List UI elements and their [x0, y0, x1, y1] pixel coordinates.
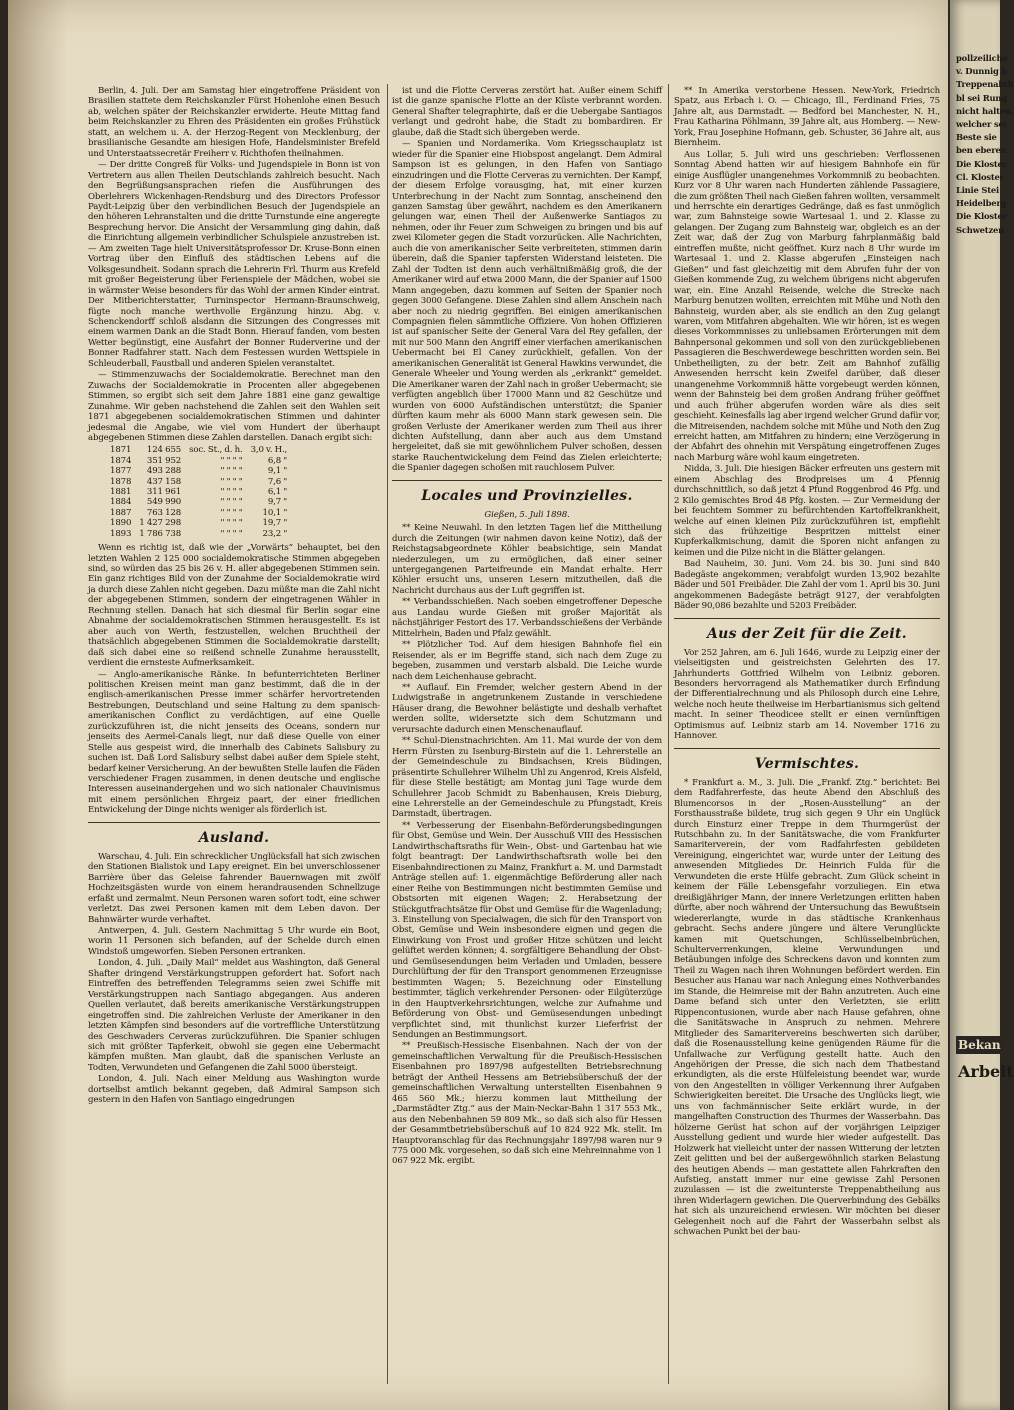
votes-cell: 437 158 — [146, 476, 182, 487]
heading-ausland: Ausland. — [198, 829, 270, 846]
votes-cell: 351 952 — [146, 455, 182, 466]
votes-table — [106, 445, 291, 539]
column-rule-2 — [668, 84, 669, 1384]
column-1 — [88, 86, 380, 1107]
article-verbandsschiessen: ** Verbandsschießen. Nach soeben eingetroffener Depesche aus Landau wurde Gießen mit großer Majorität als nächstjähriger Festort des 17. Verbandsschießens der Verbände Mittelrhein, Baden und Pfalz gewählt. — [392, 597, 662, 639]
heading-locales: Locales und Provinzielles. — [421, 487, 633, 504]
votes-cell: 1881 — [110, 487, 132, 498]
votes-cell: 7,6 " — [267, 476, 288, 487]
section-divider — [674, 618, 940, 619]
votes-cell: 493 288 — [146, 466, 182, 477]
section-divider — [674, 748, 940, 749]
votes-cell: " " " " — [220, 528, 243, 539]
votes-row — [106, 466, 291, 476]
votes-cell: 1871 — [110, 445, 132, 456]
votes-cell: 19,7 " — [262, 518, 288, 529]
column-2 — [392, 86, 662, 1168]
votes-row — [106, 497, 291, 507]
votes-cell: 10,1 " — [262, 507, 288, 518]
votes-cell: " " " " — [220, 518, 243, 529]
votes-cell: 1884 — [110, 497, 132, 508]
article-lollar: Aus Lollar, 5. Juli wird uns geschrieben: Verflossenen Sonntag Abend hatten wir auf hiesigem Bahnhofe ein für einige Ausflügler unangenehmes Vorkommniß zu beobachten. Kurz vor 8 Uhr waren nach Hunderten zählende Passagiere, die zum größten Theil nach Gießen fahren wollten, versammelt und herrschte ein derartiges Gedränge, daß es fast unmöglich war, zum Bahnsteige sowie Wartesaal 1. und 2. Klasse zu gelangen. Der Zugang zum Bahnsteig war, obgleich es an der Zeit war, daß der Zug von Marburg fahrplanmäßig bald eintreffen mußte, nicht geöffnet. Kurz nach 8 Uhr wurde im Wartesaal 1. und 2. Klasse abgerufen „Einsteigen nach Gießen“ und fast gleichzeitig mit dem Abrufen fuhr der von Gießen kommende Zug, zu welchem übrigens nicht abgerufen war, ein. Eine Anzahl Reisende, welche die Strecke nach Marburg benutzen wollten, erreichten mit Mühe und Noth den Bahnsteig, wurden aber, als sie endlich an den Zug gelangt waren, vom Mitfahren abgehalten. Wie wir hören, ist es wegen dieses Vorkommnisses zu unliebsamen Erörterungen mit dem Bahnpersonal gekommen und soll von den zurückgebliebenen Passagieren die Beschwerdewege beschritten worden sein. Bei Unbetheiligten, zu der betr. Zeit am Bahnhof zufällig Anwesenden herrscht kein Zweifel darüber, daß dieser unangenehme Vorkommniß hätte vorgebeugt werden können, wenn der Bahnsteig bei dem großen Andrang früher geöffnet und auch früher abgerufen worden wäre als dies seit geschieht. Keinesfalls lag aber irgend welcher Grund dafür vor, die Mitreisenden, nachdem solche mit Mühe und Noth den Zug erreicht hatten, am Mitfahren zu hindern; eine Verzögerung in der Abfahrt des ohnehin mit Verspätung eingetroffenen Zuges nach Marburg wäre wohl kaum eingetreten. — [674, 149, 940, 463]
article-flotte-cervera: ist und die Flotte Cerveras zerstört hat. Außer einem Schiff ist die ganze spanische Flotte an der Küste verbrannt worden. General Shafter telegraphirte, daß er die Uebergabe Santiagos verlangt und gedroht habe, die Stadt zu bombardiren. Er glaube, daß die Stadt sich übergeben werde. — [392, 86, 662, 138]
votes-row — [106, 508, 291, 518]
article-nidda: Nidda, 3. Juli. Die hiesigen Bäcker erfreuten uns gestern mit einem Abschlag des Brodpreises um 4 Pfennig durchschnittlich, so daß jetzt 4 Pfund Roggenbrod 46 Pfg. und 2 Kilo gemischtes Brod 48 Pfg. kosten. — Zur Vermeidung der bei feuchtem Sommer zu befürchtenden Kartoffelkrankheit, welche auf einen kleinen Pilz zurückzuführen ist, empfiehlt sich das frühzeitige Bespritzen mittelst einer Kupferkalkmischung, damit die Sporen nicht anfangen zu keimen und die Pilze nicht in die Blätter gelangen. — [674, 464, 940, 558]
votes-cell: 9,1 " — [267, 466, 288, 477]
article-bad-nauheim: Bad Nauheim, 30. Juni. Vom 24. bis 30. Juni sind 840 Badegäste angekommen; verabfolgt wurden 13,902 bezahlte Bäder und 501 Freibäder. Die Zahl der vom 1. April bis 30. Juni angekommenen Badegäste beträgt 9127, der verabfolgten Bäder 90,086 bezahlte und 5203 Freibäder. — [674, 559, 940, 612]
article-ploetzlicher-tod: ** Plötzlicher Tod. Auf dem hiesigen Bahnhofe fiel ein Reisender, als er im Begriffe stand, sich nach dem Zuge zu begeben, zusammen und verstarb alsbald. Die Leiche wurde nach dem Leichenhause gebracht. — [392, 640, 662, 682]
page-fold-shadow — [8, 0, 68, 1410]
article-keine-neuwahl: ** Keine Neuwahl. In den letzten Tagen lief die Mittheilung durch die Zeitungen (wir nahmen davon keine Notiz), daß der Reichstagsabgeordnete Köhler beabsichtige, sein Mandat niederzulegen, um zu ermöglichen, daß einer seiner untergegangenen Parteifreunde ein Mandat erhalte. Herr Köhler ersucht uns, unseren Lesern mitzutheilen, daß die Nachricht durchaus aus der Luft gegriffen ist. — [392, 523, 662, 596]
votes-row — [106, 487, 291, 497]
article-socialdemokratie-cont: Wenn es richtig ist, daß wie der „Vorwärts“ behauptet, bei den letzten Wahlen 2 125 000 socialdemokratische Stimmen abgegeben sind, so würden das 25 bis 26 v. H. aller abgegebenen Stimmen sein. Ein ganz richtiges Bild von der Zunahme der Socialdemokratie wird ja durch diese Zahlen nicht gegeben. Dazu müßte man die Zahl nicht der abgegebenen Stimmen, sondern der eingetragenen Wähler in Rechnung stellen. Danach hat sich diesmal für Berlin sogar eine Abnahme der socialdemokratischen Stimmen herausgestellt. Es ist aber auch von Werth, festzustellen, welchen Bruchtheil der thatsächlich abgegebenen Stimmen die Socialdemokratie darstellt; daß sich dabei eine so reißend schnelle Zunahme herausstellt, verdient die ernsteste Aufmerksamkeit. — [88, 543, 380, 669]
article-berlin-brasilien: Berlin, 4. Juli. Der am Samstag hier eingetroffene Präsident von Brasilien stattete dem Reichskanzler Fürst Hohenlohe einen Besuch ab, welchen später der Reichskanzler erwiderte. Heute Mittag fand beim Reichskanzler zu Ehren des Präsidenten ein großes Frühstück statt, an welchem u. A. der Herzog-Regent von Mecklenburg, der brasilianische Gesandte am hiesigen Hofe, Handelsminister Brefeld und Unterstaatssecretär Freiherr v. Richthofen theilnahmen. — [88, 86, 380, 159]
adjacent-ad-bekan: Bekan — [956, 1036, 1004, 1054]
votes-cell: " " " " — [220, 455, 243, 466]
article-socialdemokratie: — Stimmenzuwachs der Socialdemokratie. Berechnet man den Zuwachs der Socialdemokratie in Procenten aller abgegebenen Stimmen, so ergibt sich seit dem Jahre 1881 eine ganz gewaltige Zunahme. Wir geben nachstehend die Zahlen seit den Wahlen seit 1871 abgegebenen socialdemokratischen Stimmen und dahinter jedesmal die Angabe, wie viel vom Hundert der überhaupt abgegebenen Stimmen diese Zahlen darstellen. Danach ergibt sich: — [88, 370, 380, 443]
article-schul-dienst: ** Schul-Dienstnachrichten. Am 11. Mai wurde der von dem Herrn Fürsten zu Isenburg-Birstein auf die 1. Lehrerstelle an der Gemeindeschule zu Bindsachsen, Kreis Büdingen, präsentirte Schullehrer Wilhelm Uhl zu Angenrod, Kreis Alsfeld, für diese Stelle bestätigt; am Montag juni Tage wurde dem Schullehrer Jacob Schmidt zu Babenhausen, Kreis Dieburg, eine Lehrerstelle an der Gemeindeschule zu Pfungstadt, Kreis Darmstadt, übertragen. — [392, 736, 662, 820]
article-london-2: London, 4. Juli. Nach einer Meldung aus Washington wurde dortselbst amtlich bekannt gegeben, daß Admiral Sampson sich gestern in den Hafen von Santiago eingedrungen — [88, 1074, 380, 1106]
votes-cell: 763 128 — [146, 507, 182, 518]
votes-row — [106, 477, 291, 487]
votes-row — [106, 518, 291, 528]
votes-cell: 1890 — [110, 518, 132, 529]
article-preussisch-hessische: ** Preußisch-Hessische Eisenbahnen. Nach der von der gemeinschaftlichen Verwaltung für die Preußisch-Hessischen Eisenbahnen pro 1897/98 aufgestellten Betriebsrechnung beträgt der Antheil Hessens am Betriebsüberschuß der der gemeinschaftlichen Verwaltung unterstellten Eisenbahnen 9 465 560 Mk.; hierzu kommen laut Mittheilung der „Darmstädter Ztg.“ aus der Main-Neckar-Bahn 1 317 553 Mk., aus den Nebenbahnen 59 809 Mk., so daß sich also für Hessen der Gesammtbetriebsüberschuß auf 10 824 922 Mk. stellt. Im Hauptvoranschlag für das Rechnungsjahr 1897/98 waren nur 9 775 000 Mk. vorgesehen, so daß sich eine Mehreinnahme von 1 067 922 Mk. ergibt. — [392, 1041, 662, 1167]
article-frankfurt: * Frankfurt a. M., 3. Juli. Die „Frankf. Ztg.“ berichtet: Bei dem Radfahrerfeste, das heute Abend den Abschluß des Blumencorsos in der „Rosen-Ausstellung“ an der Forsthausstraße bildete, trug sich gegen 9 Uhr ein Unglück durch Einsturz einer Treppe in dem Thurmgerüst der Rutschbahn zu. In der Sanitätswache, die vom Frankfurter Samariterverein, der vom Radfahrfesten gebildeten Vereinigung, eingerichtet war, wurde unter der Leitung des anwesenden Mitgliedes Dr. Heinrich Fulda für die Verwundeten die erste Hülfe gebracht. Zum Glück scheint in keinem der Fälle Lebensgefahr vorzuliegen. Ein etwa dreißigjähriger Mann, der innere Verletzungen erlitten haben dürfte, aber noch während der Untersuchung das Bewußtsein wiedererlangte, wurde in das städtische Krankenhaus gebracht. Sechs andere jüngere und ältere Verunglückte kamen mit Quetschungen, Schlüsselbeinbrüchen, Schulterverrenkungen, kleine Verwundungen und Betäubungen infolge des Schreckens davon und konnten zum Theil zu Wagen nach ihren Wohnungen befördert werden. Ein Besucher aus Hanau war nach Anlegung eines Nothverbandes im Stande, die Heimreise mit der Bahn anzutreten. Auch eine Dame befand sich unter den Verletzten, sie erlitt Rippencontusionen, wurde aber nach Hause gefahren, ohne die Sanitätswache in Anspruch zu nehmen. Mehrere Mitglieder des Samaritervereins beschwerten sich darüber, daß die Rosenausstellung keine genügenden Räume für die Unfallwache zur Verfügung gestellt hatte. Auch den Angehörigen der Presse, die sich nach dem Thatbestand erkundigten, als die erste Hülfeleistung beendet war, wurde von den Angestellten in völliger Verkennung ihrer Aufgaben Schwierigkeiten bereitet. Die Ursache des Unglücks liegt, wie uns von fachmännischer Seite erklärt wurde, in der mangelhaften Construction des Thurmes der Wasserbahn. Das hölzerne Gerüst hat schon auf der vorjährigen Leipziger Ausstellung gedient und wurde hier wieder aufgestellt. Das Holzwerk hat vielleicht unter der nassen Witterung der letzten Zeit gelitten und bei der außergewöhnlich starken Belastung des heutigen Abends — man gestattete allen Fahrkraften den Aufstieg, anstatt immer nur eine gewisse Zahl Personen zuzulassen — ist die zweitunterste Treppenabtheilung aus ihren Widerlagern gewichen. Die Querverbindung des Gebälks hat sich als unzureichend erwiesen. Wir möchten bei dieser Gelegenheit noch auf die Fahrt der Wasserbahn selbst als schwachen Punkt bei der bau- — [674, 777, 940, 1238]
dateline-giessen: Gießen, 5. Juli 1898. — [484, 509, 570, 520]
column-rule-1 — [387, 84, 388, 1384]
section-divider — [88, 822, 380, 823]
article-eisenbahn-obst: ** Verbesserung der Eisenbahn-Beförderungsbedingungen für Obst, Gemüse und Wein. Der Ausschuß VIII des Hessischen Landwirthschaftsraths für Wein-, Obst- und Gartenbau hat wie folgt beantragt: Der Landwirthschaftsrath wolle bei den Eisenbahndirectionen zu Mainz, Frankfurt a. M. und Darmstadt Anträge stellen auf: 1. eigenmächtige Beförderung aller nach einer Reihe von Bestimmungen nicht bestimmten Gemüse und Obstsorten mit eigenen Wagen; 2. Herabsetzung der Stückgutfrachtsätze für Obst und Gemüse für die Wagenladung; 3. Einstellung von Specialwagen, die sich für den Transport von Obst, Gemüse und Wein insbesondere eignen und gegen die Einwirkung von Frost und großer Hitze schützen und leicht gelüftet werden können; 4. sorgfältigere Behandlung der Obst- und Gemüsesendungen beim Verladen und Umladen, bessere Durchlüftung der für den Transport genommenen Erzeugnisse bestimmten Wagen; 5. Bezeichnung oder Einstellung bestimmter, täglich verkehrender Personen- oder Eilgüterzüge in den Hauptverkehrsrichtungen, welche zur Aufnahme und Beförderung von Obst- und Gemüsesendungen unbedingt verpflichtet sind, mit thunlichst kurzer Lieferfrist der Sendungen an Bestimmungsort. — [392, 820, 662, 1040]
votes-cell: 124 655 — [146, 445, 182, 456]
article-antwerpen: Antwerpen, 4. Juli. Gestern Nachmittag 5 Uhr wurde ein Boot, worin 11 Personen sich befanden, auf der Schelde durch einen Windstoß umgeworfen. Sieben Personen ertranken. — [88, 926, 380, 957]
votes-cell: 23,2 " — [262, 528, 288, 539]
votes-cell: " " " " — [220, 476, 243, 487]
article-auflauf: ** Auflauf. Ein Fremder, welcher gestern Abend in der Ludwigstraße in angetrunkenem Zustande in verschiedene Häuser drang, die Bewohner belästigte und deshalb verhaftet werden sollte, widersetzte sich dem Schutzmann und verursachte dadurch einen Menschenauflauf. — [392, 683, 662, 735]
votes-cell: 1878 — [110, 476, 132, 487]
votes-cell: 1893 — [110, 528, 132, 539]
votes-cell: 311 961 — [146, 487, 182, 498]
adjacent-page-strip — [950, 0, 1014, 1410]
votes-row — [106, 456, 291, 466]
votes-cell: " " " " — [220, 497, 243, 508]
votes-cell: 1887 — [110, 507, 132, 518]
section-divider — [392, 480, 662, 481]
heading-zeit: Aus der Zeit für die Zeit. — [707, 625, 907, 642]
votes-cell: " " " " — [220, 487, 243, 498]
article-warschau: Warschau, 4. Juli. Ein schrecklicher Unglücksfall hat sich zwischen den Stationen Bialistok und Lapy ereignet. Ein bei unverschlossener Barrière über das Geleise fahrender Bauernwagen mit zwölf Hochzeitsgästen wurde von einem herandrausenden Schnellzuge erfaßt und zermalmt. Neun Personen waren sofort todt, eine schwer verletzt. Das zwei Personen kamen mit dem Leben davon. Der Bahnwärter wurde verhaftet. — [88, 851, 380, 925]
adjacent-ad-arbeit: Arbeit — [958, 1062, 1014, 1081]
votes-cell: 1874 — [110, 455, 132, 466]
votes-cell: " " " " — [220, 507, 243, 518]
article-london-1: London, 4. Juli. „Daily Mail“ meldet aus Washington, daß General Shafter dringend Verstärkungstruppen gefordert hat. Sofort nach Eintreffen des betreffenden Telegramms seien zwei Schiffe mit Verstärkungstruppen nach Santiago abgegangen. Aus anderen Quellen verlautet, daß bereits amerikanische Verstärkungstruppen eingetroffen sind. Die zahlreichen Verluste der Amerikaner in den letzten Kämpfen sind besonders auf die vortreffliche Unterstützung des Geschwaders Cerveras zurückzuführen. Die Spanier schlugen sich mit größter Tapferkeit, obwohl sie gegen eine Uebermacht kämpfen mußten. Man glaubt, daß die spanischen Verluste an Todten, Verwundeten und Gefangenen die Zahl 5000 übersteigt. — [88, 958, 380, 1073]
article-anglo-amerikanisch: — Anglo-amerikanische Ränke. In befunterrichteten Berliner politischen Kreisen meint man ganz bestimmt, daß die in der englisch-amerikanischen Presse immer schärfer hervortretenden Bestrebungen, Deutschland und seine Haltung zu dem spanisch-amerikanischen Conflict zu verdächtigen, auf eine Quelle zurückzuführen ist, die nicht jenseits des Oceans, sondern nur jenseits des Aermel-Canals liegt, nur daß diese Quelle von einer Stelle aus gespeist wird, die innerhalb des Cabinets Salisbury zu suchen ist. Daß Lord Salisbury selbst dabei außer dem Spiele steht, bedarf keiner Versicherung. An der bewußten Stelle laufen die Fäden verschiedener Fragen zusammen, in denen deutsche und englische Interessen auseinandergehen und wo sich nationaler Chauvinismus mit einem persönlichen Ehrgeiz paart, der einer friedlichen Entwickelung der Dinge nichts weniger als förderlich ist. — [88, 669, 380, 816]
votes-cell: soc. St., d. h. — [189, 445, 243, 456]
votes-cell: " " " " — [220, 466, 243, 477]
newspaper-page — [8, 0, 948, 1410]
votes-cell: 6,1 " — [267, 487, 288, 498]
votes-cell: 9,7 " — [267, 497, 288, 508]
votes-row — [106, 445, 291, 455]
votes-cell: 3,0 v. H., — [250, 445, 288, 456]
adjacent-text-fragment: pollzeiliche v. Dunnig h Treppenabth bl sei Rung nicht halten, welcher sei Beste sie ben eberen Die Kloster Cl. Kloster Linie Stei Heidelberg Die Kloster Schwetzen — [956, 53, 1014, 235]
votes-cell: 1 786 738 — [139, 528, 182, 539]
heading-vermischtes: Vermischtes. — [754, 755, 860, 772]
votes-row — [106, 529, 291, 539]
votes-cell: 1 427 298 — [139, 518, 182, 529]
votes-cell: 1877 — [110, 466, 132, 477]
article-jugendspiele: — Der dritte Congreß für Volks- und Jugendspiele in Bonn ist von Vertretern aus allen Theilen Deutschlands zahlreich besucht. Nach den Begrüßungsansprachen riefen die Ausführungen des Oberlehrers Wickenhagen-Rendsburg und des Directors Professor Paydt-Leipzig über den verbindlichen Besuch der Jugendspiele an den höheren Lehranstalten und die dritte Turnstunde eine angeregte Besprechung hervor. Die Ansicht der Versammlung ging dahin, daß die Einrichtung allgemein verbindlicher Schulspiele anzustreben ist. — Am zweiten Tage hielt Universitätsprofessor Dr. Kruse-Bonn einen Vortrag über den Einfluß des städtischen Lebens auf die Volksgesundheit. Sodann sprach die Lehrerin Frl. Thurm aus Krefeld mit großer Begeisterung über Ferienspiele der Mädchen, wobei sie in wärmster Weise besonders für das Wohl der armen Kinder eintrat. Der Mitberichterstatter, Turninspector Hermann-Braunschweig, fügte noch manche werthvolle Ergänzung hinzu. Abg. v. Schenckendorff schloß alsdann die Sitzungen des Congresses mit einem warmen Dank an die Stadt Bonn. Hierauf fanden, vom besten Wetter begünstigt, eine Ausfahrt der Bonner Ruderverine und der Bonner Radfahrer statt. Nach dem Festessen wurden Wettspiele in Schleuderball, Faustball und anderen Spielen veranstaltet. — [88, 160, 380, 369]
article-spanien-nordamerika: — Spanien und Nordamerika. Vom Kriegsschauplatz ist wieder für die Spanier eine Hiobspost angelangt. Dem Admiral Sampson ist es gelungen, in den Hafen von Santiago einzudringen und die Flotte Cerveras zu vernichten. Der Kampf, der diesem Erfolge vorausging, hat, mit einer kurzen Unterbrechung in der Nacht zum Sonntag, anscheinend den ganzen Samstag über gewährt, nachdem es den Amerikanern gelungen war, einen Theil der Außenwerke Santiagos zu nehmen, oder ihr Feuer zum Schweigen zu bringen und bis auf zwei Kilometer gegen die Stadt vorzurücken. Alle Nachrichten, auch die von amerikanischer Seite verbreiteten, stimmen darin überein, daß die Spanier tapfersten Widerstand leisteten. Die Zahl der Todten ist denn auch verhältnißmäßig groß, die der Amerikaner wird auf etwa 2000 Mann, die der Spanier auf 1500 Mann angegeben, dazu kommen auf Seiten der Spanier noch gegen 3000 Gefangene. Diese Zahlen sind allem Anschein nach aber noch zu niedrig gegriffen. Bei einigen amerikanischen Compagnien fielen sämmtliche Offiziere. Von hohen Offizieren ist auf spanischer Seite der General Vara del Rey gefallen, der mit nur 500 Mann den Angriff einer vierfachen amerikanischen Uebermacht bei El Caney zurückhielt, gefallen. Von der amerikanischen Generalität ist General Hawkins verwundet, die Generale Wheeler und Young werden als „erkrankt“ gemeldet. Die Amerikaner waren der Zahl nach in großer Uebermacht; sie verfügten angeblich über 17000 Mann und 82 Geschütze und wurden von 6000 Aufständischen unterstützt; die Spanier dürften kaum mehr als 6000 Mann stark gewesen sein. Die großen Verluste der Amerikaner werden zum Theil aus ihrer dichten Aufstellung, dann aber auch aus dem Umstand hergeleitet, daß sie mit gewöhnlichem Pulver schoßen, dessen starke Rauchentwickelung dem Feind das Zielen erleichterte; die Spanier dagegen schoßen mit rauchlosem Pulver. — [392, 139, 662, 474]
column-3 — [674, 86, 940, 1239]
article-amerika-hessen: ** In Amerika verstorbene Hessen. New-York, Friedrich Spatz, aus Erbach i. O. — Chicago, Ill., Ferdinand Fries, 75 Jahre alt, aus Darmstadt. — Bedford bei Manchester, N. H., Frau Katharina Pöhlmann, 39 Jahre alt, aus Homberg. — New-York, Frau Josephine Hofmann, geb. Schuster, 36 Jahre alt, aus Biernheim. — [674, 86, 940, 149]
votes-cell: 6,8 " — [267, 455, 288, 466]
votes-cell: 549 990 — [146, 497, 182, 508]
article-leibniz: Vor 252 Jahren, am 6. Juli 1646, wurde zu Leipzig einer der vielseitigsten und geistreichsten Gelehrten des 17. Jahrhunderts Gottfried Wilhelm von Leibniz geboren. Besonders hervorragend als Mathematiker durch Erfindung der Differentialrechnung und als Philosoph durch eine Lehre, welche noch heute theilweise im Herbartianismus sich geltend macht. In seiner Theodicee stellt er einen vernünftigen Optimismus auf. Leibniz starb am 14. November 1716 zu Hannover. — [674, 647, 940, 742]
